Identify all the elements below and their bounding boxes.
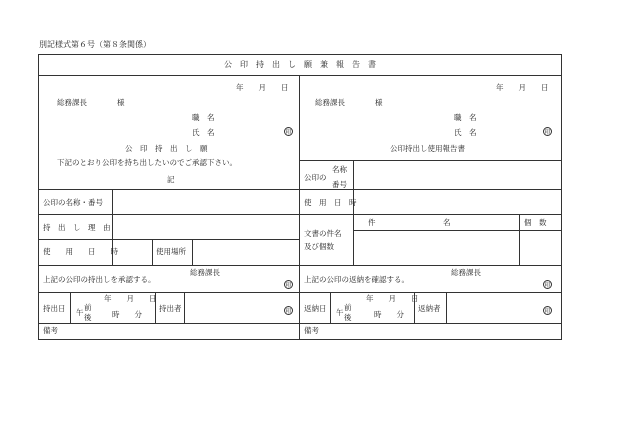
right-return-date-label: 返納日 bbox=[304, 304, 327, 313]
right-row-line-b bbox=[414, 292, 415, 323]
left-hm: 時 分 bbox=[112, 310, 142, 319]
left-ki: 記 bbox=[167, 175, 175, 184]
left-remarks-label: 備考 bbox=[43, 326, 58, 335]
left-out-date-label: 持出日 bbox=[43, 304, 66, 313]
left-row-line-a bbox=[70, 292, 71, 323]
left-col-line-3 bbox=[192, 239, 193, 265]
left-reason-label: 持 出 し 理 由 bbox=[43, 223, 111, 232]
right-addressee: 総務課長 様 bbox=[315, 98, 383, 107]
left-addressee: 総務課長 様 bbox=[57, 98, 125, 107]
right-subject-header: 件 名 bbox=[368, 218, 451, 227]
left-name-label: 氏 名 bbox=[192, 128, 215, 137]
right-report-title: 公印持出し使用報告書 bbox=[390, 144, 465, 153]
right-use-date-label: 使 用 日 時 bbox=[304, 198, 357, 207]
left-ymd: 年 月 日 bbox=[104, 294, 157, 303]
right-name-number-1: 名称 bbox=[332, 165, 347, 174]
left-seal-name-label: 公印の名称・番号 bbox=[43, 198, 103, 207]
left-use-date-label: 使 用 日 時 bbox=[43, 247, 118, 256]
lower-line bbox=[38, 292, 562, 293]
right-hm: 時 分 bbox=[374, 310, 404, 319]
right-remarks-label: 備考 bbox=[304, 326, 319, 335]
right-count-col-line bbox=[519, 214, 520, 265]
right-pm: 後 bbox=[344, 313, 352, 322]
right-col-line bbox=[353, 160, 354, 265]
right-return-text: 上記の公印の返納を確認する。 bbox=[304, 275, 409, 284]
left-line-3 bbox=[38, 239, 299, 240]
left-approval-text: 上記の公印の持出しを承認する。 bbox=[43, 275, 156, 284]
right-position-label: 職 名 bbox=[454, 113, 477, 122]
left-carrier-label: 持出者 bbox=[159, 304, 182, 313]
right-seal-mark: 印 bbox=[544, 129, 551, 136]
left-am: 前 bbox=[84, 303, 92, 312]
remarks-line bbox=[38, 323, 562, 324]
right-line-1 bbox=[299, 160, 562, 161]
left-col-line-2 bbox=[152, 239, 153, 265]
right-doc-label-1: 文書の件名 bbox=[304, 229, 342, 238]
right-approver-seal: 印 bbox=[544, 282, 551, 289]
right-returner-label: 返納者 bbox=[418, 304, 441, 313]
left-position-label: 職 名 bbox=[192, 113, 215, 122]
left-gogo: 午 bbox=[76, 308, 84, 317]
left-line-1 bbox=[38, 189, 299, 190]
right-am: 前 bbox=[344, 303, 352, 312]
right-line-2 bbox=[299, 189, 562, 190]
left-request-title: 公 印 持 出 し 願 bbox=[125, 144, 208, 153]
right-row-line-c bbox=[446, 292, 447, 323]
right-returner-seal: 印 bbox=[544, 308, 551, 315]
left-pm: 後 bbox=[84, 313, 92, 322]
right-header-line bbox=[353, 230, 562, 231]
right-date: 年 月 日 bbox=[496, 83, 549, 92]
right-row-line-a bbox=[330, 292, 331, 323]
center-divider bbox=[299, 75, 300, 340]
right-approver: 総務課長 bbox=[451, 268, 481, 277]
right-doc-label-2: 及び個数 bbox=[304, 242, 334, 251]
mid-line bbox=[38, 265, 562, 266]
title-divider bbox=[38, 75, 562, 76]
left-line-2 bbox=[38, 214, 299, 215]
left-approver-seal: 印 bbox=[285, 282, 292, 289]
right-ymd: 年 月 日 bbox=[366, 294, 419, 303]
right-name-number-2: 番号 bbox=[332, 180, 347, 189]
right-gogo: 午 bbox=[336, 308, 344, 317]
left-carrier-seal: 印 bbox=[285, 308, 292, 315]
right-count-header: 個 数 bbox=[524, 218, 547, 227]
left-row-line-b bbox=[155, 292, 156, 323]
right-line-3 bbox=[299, 214, 562, 215]
left-seal-mark: 印 bbox=[285, 129, 292, 136]
form-reference: 別記様式第６号（第８条関係） bbox=[39, 40, 151, 49]
right-name-label: 氏 名 bbox=[454, 128, 477, 137]
form-title: 公 印 持 出 し 願 兼 報 告 書 bbox=[224, 60, 376, 69]
left-request-text: 下記のとおり公印を持ち出したいのでご承認下さい。 bbox=[57, 158, 237, 167]
left-row-line-c bbox=[184, 292, 185, 323]
right-seal-of: 公印の bbox=[304, 173, 327, 182]
left-use-place-label: 使用場所 bbox=[156, 247, 186, 256]
left-approver: 総務課長 bbox=[190, 268, 220, 277]
left-date: 年 月 日 bbox=[236, 83, 289, 92]
